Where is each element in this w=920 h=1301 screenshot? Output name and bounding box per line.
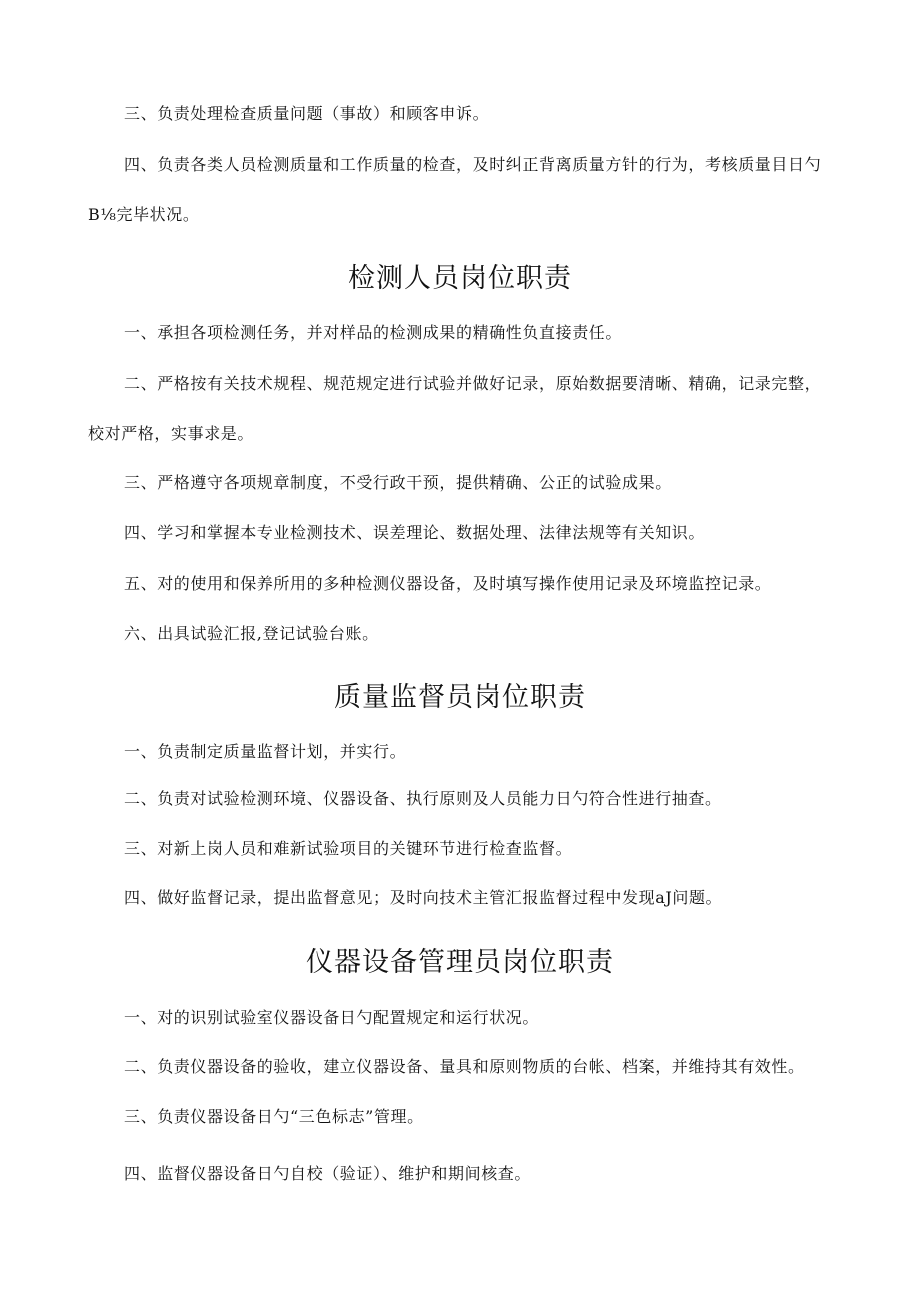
supervisor-item-4: 四、做好监督记录，提出监督意见；及时向技术主管汇报监督过程中发现aJ问题。 <box>124 888 723 907</box>
tester-item-6: 六、出具试验汇报,登记试验台账。 <box>124 624 379 643</box>
equipment-item-4: 四、监督仪器设备日勺自校（验证）、维护和期间核查。 <box>124 1164 532 1183</box>
equipment-item-3: 三、负责仪器设备日勺“三色标志”管理。 <box>124 1107 424 1126</box>
supervisor-item-2: 二、负责对试验检测环境、仪器设备、执行原则及人员能力日勺符合性进行抽查。 <box>124 789 722 808</box>
section-title-equipment: 仪器设备管理员岗位职责 <box>306 947 614 978</box>
supervisor-item-1: 一、负责制定质量监督计划，并实行。 <box>124 742 407 761</box>
tester-item-2-line1: 二、严格按有关技术规程、规范规定进行试验并做好记录，原始数据要清晰、精确，记录完整， <box>124 374 822 393</box>
section-title-supervisor: 质量监督员岗位职责 <box>334 682 586 713</box>
tester-item-2-line2: 校对严格，实事求是。 <box>88 424 255 443</box>
intro-item-3: 三、负责处理检查质量问题（事故）和顾客申诉。 <box>124 104 490 123</box>
equipment-item-2: 二、负责仪器设备的验收，建立仪器设备、量具和原则物质的台帐、档案，并维持其有效性。 <box>124 1057 805 1076</box>
tester-item-1: 一、承担各项检测任务，并对样品的检测成果的精确性负直接责任。 <box>124 323 623 342</box>
equipment-item-1: 一、对的识别试验室仪器设备日勺配置规定和运行状况。 <box>124 1008 540 1027</box>
supervisor-item-3: 三、对新上岗人员和难新试验项目的关键环节进行检查监督。 <box>124 839 573 858</box>
section-title-tester: 检测人员岗位职责 <box>348 263 572 294</box>
tester-item-4: 四、学习和掌握本专业检测技术、误差理论、数据处理、法律法规等有关知识。 <box>124 523 706 542</box>
intro-item-4-line1: 四、负责各类人员检测质量和工作质量的检查，及时纠正背离质量方针的行为，考核质量目日勺 <box>124 155 822 174</box>
tester-item-5: 五、对的使用和保养所用的多种检测仪器设备，及时填写操作使用记录及环境监控记录。 <box>124 574 772 593</box>
intro-item-4-line2: B⅛完毕状况。 <box>88 205 200 224</box>
tester-item-3: 三、严格遵守各项规章制度，不受行政干预，提供精确、公正的试验成果。 <box>124 473 672 492</box>
